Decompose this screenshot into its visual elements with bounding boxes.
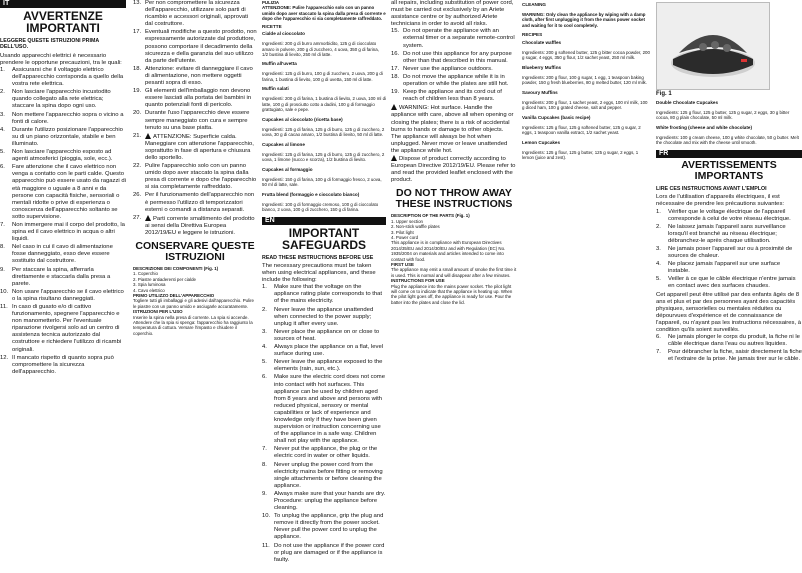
recipe-title: Blueberry Muffins: [522, 64, 562, 70]
en-repairs-text: all repairs, including substitution of power cord, must be carried out exclusively by an Ariete assistance centre or by authorized Ariete technicians in order to avoid all risks.: [391, 0, 514, 28]
it-recipes-title: RICETTE: [262, 23, 282, 29]
recipe-text: Ingredienti: 125 g di farina, 125 g di burro, 125 g di zucchero, 2 uova, 1 limone (succo e scorza), 1/2 bustina di lievito.: [262, 151, 385, 162]
lang-bar-en: EN: [262, 217, 386, 225]
list-item: 2. Ne laissez jamais l'appareil sans surveillance lorsqu'il est branché au réseau électrique; débranchez-le après chaque utilisation.: [656, 223, 786, 244]
it-items: [0, 67, 126, 376]
it-instr-title: ISTRUZIONI PER L'USO: [133, 309, 183, 315]
list-item: 27. Parti corrente smaltimento del prodotto ai sensi della Direttiva Europea 2012/19/EU e leggere le istruzioni.: [133, 214, 255, 236]
recipe-title: Vanilla Cupcakes (basic recipe): [522, 114, 591, 120]
recipe-title: Chocolate waffles: [522, 39, 562, 45]
list-item: 3. Non mettere l'apparecchio sopra o vicino a fonti di calore.: [0, 111, 124, 125]
recipe-title: Cupcakes al cioccolato (ricetta base): [262, 116, 343, 122]
list-item: 5. Never leave the appliance exposed to the elements (rain, sun, etc.).: [262, 359, 383, 373]
en-recipes-title: RECIPES: [522, 32, 543, 38]
italian-column-1: [0, 0, 126, 573]
en-title: IMPORTANT SAFEGUARDS: [281, 225, 366, 252]
it-desc-title: DESCRIZIONE DEI COMPONENTI (Fig. 1): [133, 266, 219, 271]
recipe-text: Ingredients: 125 g flour, 125 g butter, 125 g sugar, 2 eggs, 1 lemon (juice and zest).: [522, 149, 639, 161]
it-intro: Usando apparecchi elettrici è necessario prendere le opportune precauzioni, tra le quali:: [0, 52, 122, 66]
en-intro: The necessary precautions must be taken when using electrical appliances, and these include the following:: [262, 263, 376, 284]
recipe-text: Ingredients: 200 g flour, 1 sachet yeast, 2 eggs, 100 ml milk, 100 g diced ham, 100 g grated cheese, salt and pepper.: [522, 99, 648, 111]
en-component-2: 2. Non-stick waffle plates: [391, 224, 440, 230]
list-item: 4. Ne placez jamais l'appareil sur une surface instable.: [656, 261, 781, 275]
list-item: 20. Durante l'uso l'apparecchio deve essere sempre maneggiato con cura e sempre tenuto su una base piatta.: [133, 110, 250, 131]
list-item: 9. Always make sure that your hands are dry. Procedure: unplug the appliance before cleaning.: [262, 490, 386, 512]
it-component-3: 3. Spia luminosa: [133, 282, 166, 288]
recipe-title: Cupcakes al limone: [262, 141, 305, 147]
list-item: 8. Nel caso in cui il cavo di alimentazione fosse danneggiato, esso deve essere sostituito dal costruttore.: [0, 244, 113, 265]
it-first-use: Togliere tutti gli imballaggi e gli adesivi dall'apparecchio. Pulire le piastre con un panno umido e asciugarle accuratamente.: [133, 298, 254, 309]
italian-column-2: [133, 0, 257, 573]
english-recipes-column: [522, 0, 650, 573]
warning-triangle-icon: [391, 155, 397, 161]
list-item: 18. Do not move the appliance while it is in operation or while the plates are still hot.: [391, 73, 509, 88]
list-item: 19. Gli elementi dell'imballaggio non devono essere lasciati alla portata dei bambini in quanto potenziali fonti di pericolo.: [133, 88, 252, 109]
en-instr-title: INSTRUCTIONS FOR USE: [391, 278, 445, 284]
recipe-title: Cupcakes al formaggio: [262, 166, 313, 172]
list-item: 8. Never unplug the power cord from the electricity mains before fitting or removing single attachments or before cleaning the appliance.: [262, 461, 383, 489]
en-component-3: 3. Pilot light: [391, 229, 414, 235]
recipe-text: Ingredients: 100 g cream cheese, 100 g white chocolate, 50 g butter. Melt the chocolate and mix with the cheese until smooth.: [656, 134, 799, 146]
fr-text: Cet appareil peut être utilisé par des enfants âgés de 8 ans et plus et par des personnes ayant des capacités physiques, sensorielles ou mentales réduites ou dépourvues d'expérience et de connaissance de l'appareil, ou n'ayant pas les instructions nécessaires, à condition qu'ils soient surveillés.: [656, 291, 802, 334]
list-item: 7. Pour débrancher la fiche, saisir directement la fiche et l'extraire de la prise. Ne jamais tirer sur le câble.: [656, 349, 802, 363]
list-item: 7. Never put the appliance, the plug or the electric cord in water or other liquids.: [262, 446, 378, 460]
it-component-2: 2. Piastre antiaderenti per cialde: [133, 276, 196, 282]
fr-intro: Lors de l'utilisation d'appareils électriques, il est nécessaire de prendre les précautions suivantes:: [656, 194, 785, 208]
en-compliance: This appliance is in compliance with European Directives 2014/35/EU and 2014/30/EU and with Regulation (EC) No. 1935/2004 on materials and articles intended to come into contact with food.: [391, 240, 506, 262]
figure-label: Fig. 1: [656, 91, 672, 97]
list-item: 15. Do not operate the appliance with an external timer or a separate remote-control system.: [391, 28, 515, 49]
recipe-text: Ingredients: 200 g flour, 100 g sugar, 1 egg, 1 teaspoon baking powder, 150 g fresh blueberries, 80 g melted butter, 120 ml milk.: [522, 74, 647, 86]
list-item: 17. Never use the appliance outdoors.: [391, 65, 493, 72]
it-title: AVVERTENZE IMPORTANTI: [23, 9, 103, 35]
list-item: 7. Non immergere mai il corpo del prodotto, la spina ed il cavo elettrico in acqua o altri liquidi.: [0, 221, 125, 243]
en-keep-instructions: DO NOT THROW AWAY THESE INSTRUCTIONS: [395, 187, 513, 211]
list-item: 1. Assicurarsi che il voltaggio elettrico dell'apparecchio corrisponda a quello della vostra rete elettrica.: [0, 67, 124, 88]
waffle-maker-illustration: [657, 3, 769, 89]
product-figure: [656, 2, 770, 90]
en-hot-warning: WARNING: Hot surface. Handle the appliance with care, above all when opening or closing the plates; there is a risk of accidental burns to hands or damage to other objects.: [391, 105, 514, 133]
recipe-title: Cialde al cioccolato: [262, 31, 305, 37]
warning-triangle-icon: [391, 104, 397, 110]
list-item: 2. Never leave the appliance unattended when connected to the power supply; unplug it after every use.: [262, 306, 374, 327]
en-item-20: The appliance will always be hot when unplugged. Never move or leave unattended the appliance while hot.: [391, 133, 508, 154]
recipe-title: Double Chocolate Cupcakes: [656, 100, 719, 105]
list-item: 11. Do not use the appliance if the power cord or plug are damaged or if the appliance is faulty.: [262, 542, 385, 563]
warning-triangle-icon: [145, 133, 151, 139]
list-item: 6. Fare attenzione che il cavo elettrico non venga a contatto con le parti calde. Questo apparecchio può essere usato da ragazzi di età maggiore o uguale a 8 anni e da persone con capacità fisiche, sensoriali o mentali ridotte o prive di esperienza o conoscenza dell'apparecchio soltanto se sotto supervisione.: [0, 164, 126, 220]
list-item: 10. To unplug the appliance, grip the plug and remove it directly from the power socket. Never pull the power cord to unplug the appliance.: [262, 513, 384, 541]
list-item: 11. In caso di guasto e/o di cattivo funzionamento, spegnere l'apparecchio e non manometterlo. Per l'eventuale riparazione rivolgersi solo ad un centro di assistenza tecnica autorizzato dal costruttore e richiedere l'utilizzo di ricambi originali.: [0, 304, 122, 353]
en-dispose-warning: Dispose of product correctly according to European Directive 2012/19/EU. Please refer to and read the provided leaflet enclosed with the product.: [391, 155, 516, 184]
it-cleaning-warning: ATTENZIONE: Pulire l'apparecchio solo con un panno umido dopo aver staccato la spina dalla presa di corrente e dopo che l'apparecchio si sia completamente raffreddato.: [262, 5, 386, 22]
recipe-text: Ingredients: 200 g softened butter, 125 g bitter cocoa powder, 200 g sugar, 4 eggs, 350 g flour, 1/2 sachet yeast, 250 ml milk.: [522, 49, 650, 61]
fr-title: AVERTISSEMENTS IMPORTANTS: [681, 158, 777, 182]
list-item: 4. Durante l'utilizzo posizionare l'apparecchio su di un piano orizzontale, stabile e ben illuminato.: [0, 126, 123, 147]
recipe-title: Muffin all'uvetta: [262, 61, 297, 67]
fr-lead: LIRE CES INSTRUCTIONS AVANT L'EMPLOI: [656, 185, 767, 192]
list-item: 22. Pulire l'apparecchio solo con un panno umido dopo aver staccato la spina dalla presa di corrente e dopo che l'apparecchio si sia completamente raffreddato.: [133, 163, 257, 191]
it-component-1: 1. Coperchio: [133, 271, 158, 277]
en-component-1: 1. Upper section: [391, 218, 423, 224]
recipe-title: White frosting (cheese and white chocolate): [656, 124, 752, 130]
list-item: 5. Veiller à ce que le câble électrique n'entre jamais en contact avec des surfaces chaudes.: [656, 276, 796, 290]
recipe-text: Ingredienti: 100 g di formaggio cremoso, 100 g di cioccolato bianco, 2 uova, 100 g di zucchero, 150 g di farina.: [262, 201, 379, 212]
it-instr: Inserire la spina nella presa di corrente. La spia si accende. Attendere che la spia si spenga: l'apparecchio ha raggiunto la temperatura di cottura. Versare l'impasto e chiudere il coperchio.: [133, 314, 253, 336]
it-first-use-title: PRIMO UTILIZZO DELL'APPARECCHIO: [133, 293, 215, 299]
list-item: 4. Always place the appliance on a flat, level surface during use.: [262, 344, 384, 358]
it-cleaning-title: PULIZIA: [262, 0, 280, 5]
recipe-text: Ingredients: 125 g flour, 125 g butter, 125 g sugar, 2 eggs, 30 g bitter cocoa, 80 g plain chocolate, 50 ml milk.: [656, 109, 790, 121]
list-item: 6. Make sure the electric cord does not come into contact with hot surfaces. This appliance can be used by children aged from 8 years and above and persons with reduced physical, sensory or mental capabilities or lack of experience and knowledge only if they have been given supervision or instruction concerning use of the appliance in a safe way. Children shall not play with the appliance.: [262, 374, 385, 445]
en-lead: READ THESE INSTRUCTIONS BEFORE USE: [262, 254, 374, 261]
recipe-title: Lemon Cupcakes: [522, 139, 561, 145]
en-cleaning-title: CLEANING: [522, 2, 546, 7]
it-keep-instructions: CONSERVARE QUESTE ISTRUZIONI: [135, 240, 255, 263]
list-item: 17. Eventuali modifiche a questo prodotto, non espressamente autorizzate dal produttore, possono comportare il decadimento della sicurezza e della garanzia del suo utilizzo da parte dell'utente.: [133, 29, 257, 64]
en-component-4: 4. Power cord: [391, 234, 419, 240]
recipes-and-english-column: [262, 0, 386, 573]
english-column-2: [391, 0, 517, 573]
en-desc-title: DESCRIPTION OF THE PARTS (Fig. 1): [391, 213, 470, 219]
list-item: 1. Vérifier que le voltage électrique de l'appareil corresponde à celui de votre réseau électrique.: [656, 208, 791, 222]
en-instr: Plug the appliance into the mains power socket. The pilot light will come on to indicate that the appliance is heating up. When the pilot light goes off, the appliance is ready for use. Pour the batter into the plates and close the lid.: [391, 283, 513, 305]
list-item: 13. Per non compromettere la sicurezza dell'apparecchio, utilizzare solo parti di ricambio e accessori originali, approvati dal costruttore.: [133, 0, 249, 28]
list-item: 19. Keep the appliance and its cord out of reach of children less than 8 years.: [391, 89, 502, 103]
lang-bar-it: IT: [0, 0, 126, 8]
list-item: 21. ATTENZIONE: Superficie calda. Maneggiare con attenzione l'apparecchio, soprattutto in fase di apertura e chiusura dello sportello.: [133, 132, 254, 161]
en-first-use-title: FIRST USE: [391, 262, 414, 267]
list-item: 1. Make sure that the voltage on the appliance rating plate corresponds to that of the mains electricity.: [262, 284, 383, 305]
list-item: 16. Do not use this appliance for any purpose other than that described in this manual.: [391, 50, 512, 64]
recipe-text: Ingredienti: 125 g di burro, 100 g di zucchero, 2 uova, 200 g di farina, 1 bustina di lievito, 100 g di uvetta, 150 ml di latte.: [262, 71, 383, 82]
recipe-text: Ingredients: 125 g flour, 125 g softened butter, 125 g sugar, 2 eggs, 1 teaspoon vanilla extract, 1/2 sachet yeast.: [522, 124, 641, 136]
recipe-text: Ingredienti: 150 g di farina, 100 g di formaggio fresco, 2 uova, 50 ml di latte, sale.: [262, 176, 382, 187]
en-first-use: The appliance may emit a small amount of smoke the first time it is used. This is normal and will disappear after a few minutes.: [391, 267, 517, 278]
recipe-text: Ingredienti: 200 g di farina, 1 bustina di lievito, 2 uova, 100 ml di latte, 100 g di prosciutto cotto a dadini, 100 g di formaggio grattugiato, sale e pepe.: [262, 96, 386, 113]
list-item: 2. Non lasciare l'apparecchio incustodito quando collegato alla rete elettrica; staccare la spina dopo ogni uso.: [0, 89, 111, 110]
list-item: 5. Non lasciare l'apparecchio esposto ad agenti atmosferici (pioggia, sole, ecc.).: [0, 149, 113, 163]
recipe-text: Ingredienti: 125 g di farina, 125 g di burro, 125 g di zucchero, 2 uova, 30 g di cacao amaro, 1/2 bustina di lievito, 50 ml di latte.: [262, 126, 385, 137]
recipe-title: Frutta blend (formaggio e cioccolato bianco): [262, 191, 360, 197]
warning-triangle-icon: [145, 215, 151, 221]
list-item: 26. Per il funzionamento dell'apparecchio non è permesso l'utilizzo di temporizzatori esterni o comandi a distanza separati.: [133, 192, 255, 213]
it-component-4: 4. Cavo elettrico: [133, 287, 165, 293]
list-item: 3. Never place the appliance on or close to sources of heat.: [262, 328, 380, 342]
list-item: 10. Non usare l'apparecchio se il cavo elettrico o la spina risultano danneggiati.: [0, 288, 124, 302]
en-cleaning-warning: WARNING: Only clean the appliance by wiping with a damp cloth, after first unplugging it from the mains power socket and waiting for it to cool completely.: [522, 11, 646, 28]
recipe-title: Savoury Muffins: [522, 89, 558, 95]
list-item: 12. Il mancato rispetto di quanto sopra può compromettere la sicurezza dell'apparecchio.: [0, 354, 114, 375]
lang-bar-fr: FR: [656, 150, 802, 158]
list-item: 18. Attenzione: evitare di danneggiare il cavo di alimentazione, non mettere oggetti pesanti sopra di esso.: [133, 65, 253, 87]
figure-and-french-column: [656, 0, 802, 573]
list-item: 9. Per staccare la spina, afferrarla direttamente e staccarla dalla presa a parete.: [0, 266, 111, 287]
it-lead: LEGGERE QUESTE ISTRUZIONI PRIMA DELL'USO.: [0, 38, 99, 51]
recipe-text: Ingredienti: 200 g di burro ammorbidito, 125 g di cioccolato amaro in polvere, 200 g di zucchero, 4 uova, 350 g di farina, 1/2 bustina di lievito, 250 ml di latte.: [262, 41, 379, 57]
recipe-title: Muffin salati: [262, 86, 289, 92]
list-item: 3. Ne jamais poser l'appareil sur ou à proximité de sources de chaleur.: [656, 246, 793, 260]
list-item: 6. Ne jamais plonger le corps du produit, la fiche ni le câble électrique dans l'eau ou autres liquides.: [656, 334, 800, 348]
